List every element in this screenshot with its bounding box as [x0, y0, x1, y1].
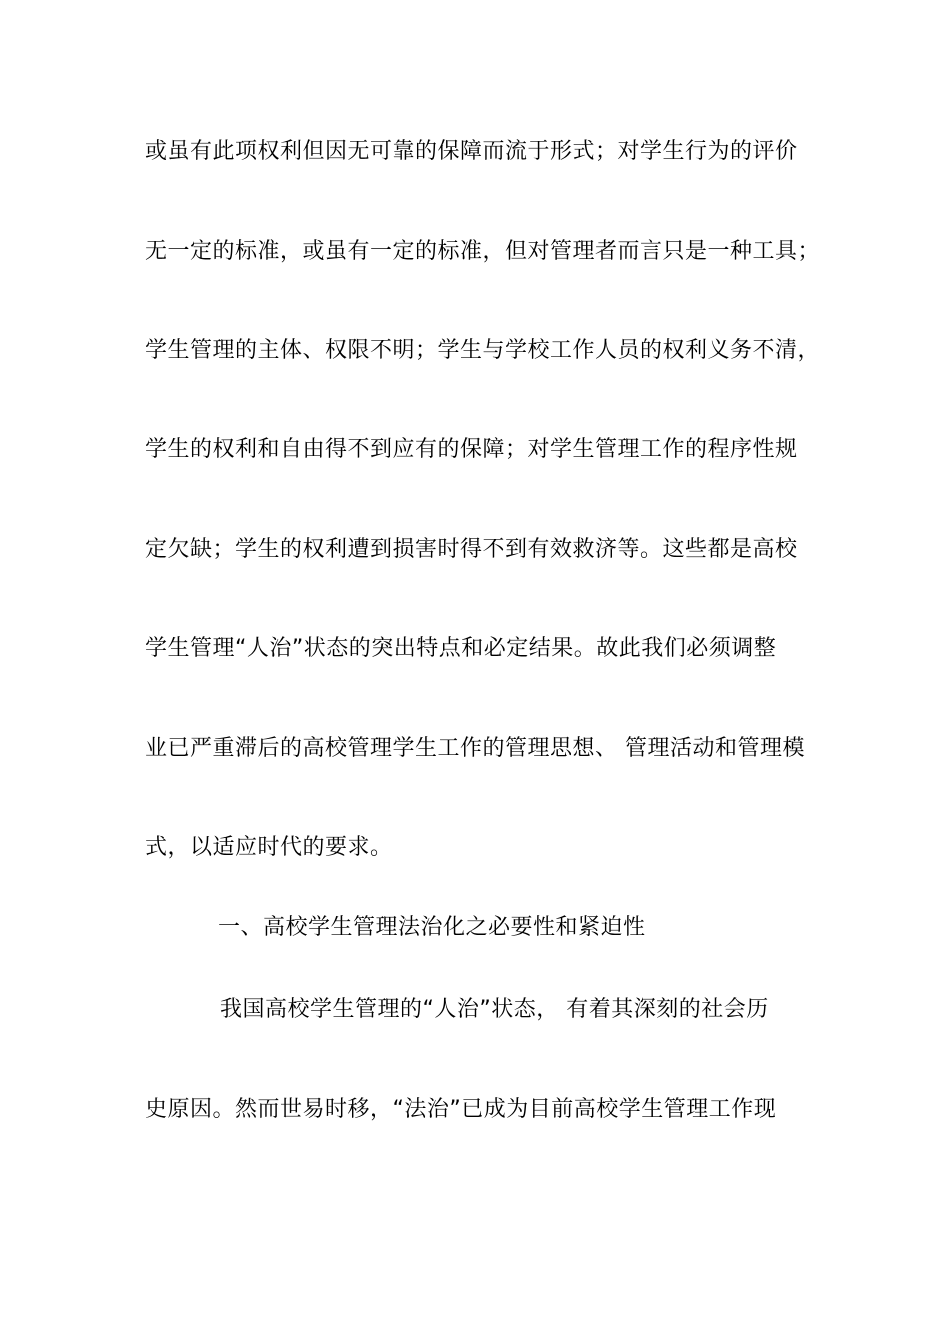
body-text-line: 式，以适应时代的要求。 — [145, 835, 393, 860]
body-text-line: 业已严重滞后的高校管理学生工作的管理思想、 管理活动和管理模 — [145, 736, 805, 761]
body-text-line: 我国高校学生管理的“人治”状态， 有着其深刻的社会历 — [220, 997, 769, 1022]
body-text-line: 无一定的标准，或虽有一定的标准，但对管理者而言只是一种工具； — [145, 239, 821, 264]
body-text-line: 学生管理的主体、权限不明；学生与学校工作人员的权利义务不清， — [145, 338, 821, 363]
section-heading: 一、高校学生管理法治化之必要性和紧迫性 — [218, 915, 646, 940]
body-text-line: 定欠缺；学生的权利遭到损害时得不到有效救济等。这些都是高校 — [145, 537, 798, 562]
body-text-line: 或虽有此项权利但因无可靠的保障而流于形式；对学生行为的评价 — [145, 139, 798, 164]
body-text-line: 史原因。然而世易时移，“法治”已成为目前高校学生管理工作现 — [145, 1097, 777, 1122]
body-text-line: 学生的权利和自由得不到应有的保障；对学生管理工作的程序性规 — [145, 437, 798, 462]
body-text-line: 学生管理“人治”状态的突出特点和必定结果。故此我们必须调整 — [145, 636, 777, 661]
